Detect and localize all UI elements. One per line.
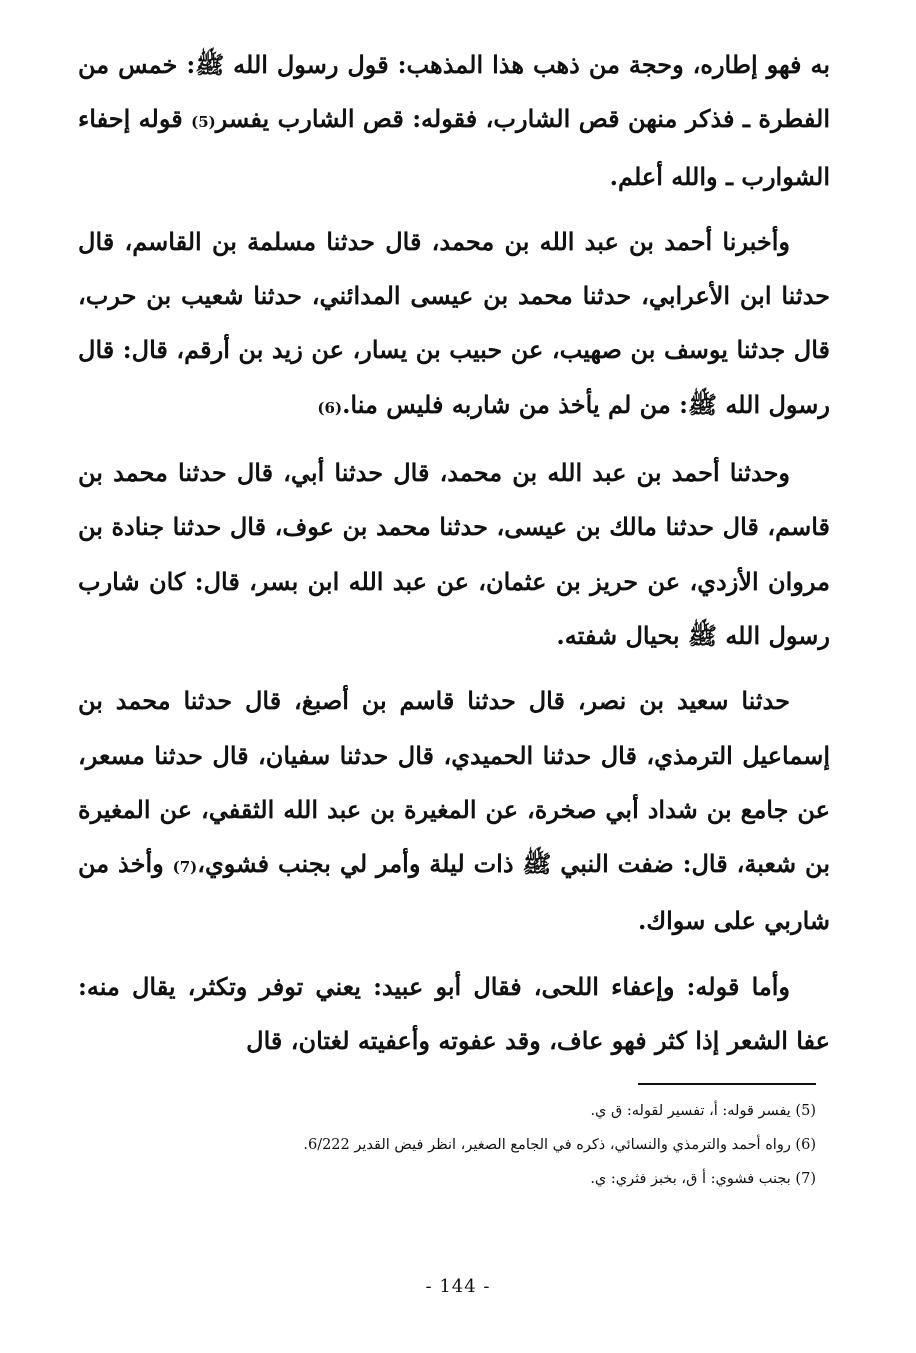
paragraph-text: وحدثنا أحمد بن عبد الله بن محمد، قال حدثنا أبي، قال حدثنا محمد بن قاسم، قال حدثنا مالك بن عيسى، حدثنا محمد بن عوف، قال حدثنا جنادة بن مروان الأزدي، عن حريز بن عثمان، عن عبد الله ابن بسر، قال: كان شارب رسول الله ﷺ بحيال شفته.: [78, 458, 830, 650]
footnotes: [200, 1094, 816, 1196]
footnote-7: (7) بجنب فشوي: أ ق، بخبز فثري: ي.: [590, 1171, 816, 1187]
paragraph-1: [78, 38, 830, 204]
footnote-5: (5) يفسر قوله: أ، تفسير لقوله: ق ي.: [590, 1103, 816, 1119]
paragraph-text: وأخبرنا أحمد بن عبد الله بن محمد، قال حدثنا مسلمة بن القاسم، قال حدثنا ابن الأعرابي، حدثنا محمد بن عيسى المدائني، حدثنا شعيب بن حرب، قال جدثنا يوسف بن صهيب، عن حبيب بن يسار، عن زيد بن أرقم، قال: قال رسول الله ﷺ: من لم يأخذ من شاربه فليس منا.: [78, 226, 830, 419]
footnote-ref-5[interactable]: (5): [191, 113, 216, 132]
footnote-separator: [638, 1083, 816, 1085]
page-number: - 144 -: [425, 1276, 491, 1297]
paragraph-text: وأما قوله: وإعفاء اللحى، فقال أبو عبيد: يعني توفر وتكثر، يقال منه: عفا الشعر إذا كثر فهو عاف، وقد عفوته وأعفيته لغتان، قال: [78, 971, 830, 1056]
footnote-ref-7[interactable]: (7): [172, 858, 198, 877]
footnote-6: (6) رواه أحمد والترمذي والنسائي، ذكره في الجامع الصغير، انظر فيض القدير 6/222.: [303, 1137, 816, 1153]
paragraph-tail: وأخذ من شاربي على سواك.: [78, 849, 830, 936]
paragraph-text: حدثنا سعيد بن نصر، قال حدثنا قاسم بن أصبغ، قال حدثنا محمد بن إسماعيل الترمذي، قال حدثنا الحميدي، قال حدثنا سفيان، قال حدثنا مسعر، عن جامع بن شداد أبي صخرة، عن المغيرة بن عبد الله الثقفي، عن المغيرة بن شعبة، قال: ضفت النبي ﷺ ذات ليلة وأمر لي بجنب فشوي،: [78, 686, 831, 879]
paragraph-2: [78, 215, 830, 435]
paragraph-tail: قوله إحفاء الشوارب ـ والله أعلم.: [78, 104, 830, 191]
paragraph-5: [78, 960, 830, 1069]
paragraph-text: به فهو إطاره، وحجة من ذهب هذا المذهب: قول رسول الله ﷺ: خمس من الفطرة ـ فذكر منهن قص الشارب، فقوله: قص الشارب يفسر: [78, 50, 830, 134]
paragraph-4: [78, 674, 830, 948]
footnote-ref-6[interactable]: (6): [317, 398, 343, 417]
main-text: [78, 38, 830, 1079]
paragraph-3: [78, 446, 830, 663]
